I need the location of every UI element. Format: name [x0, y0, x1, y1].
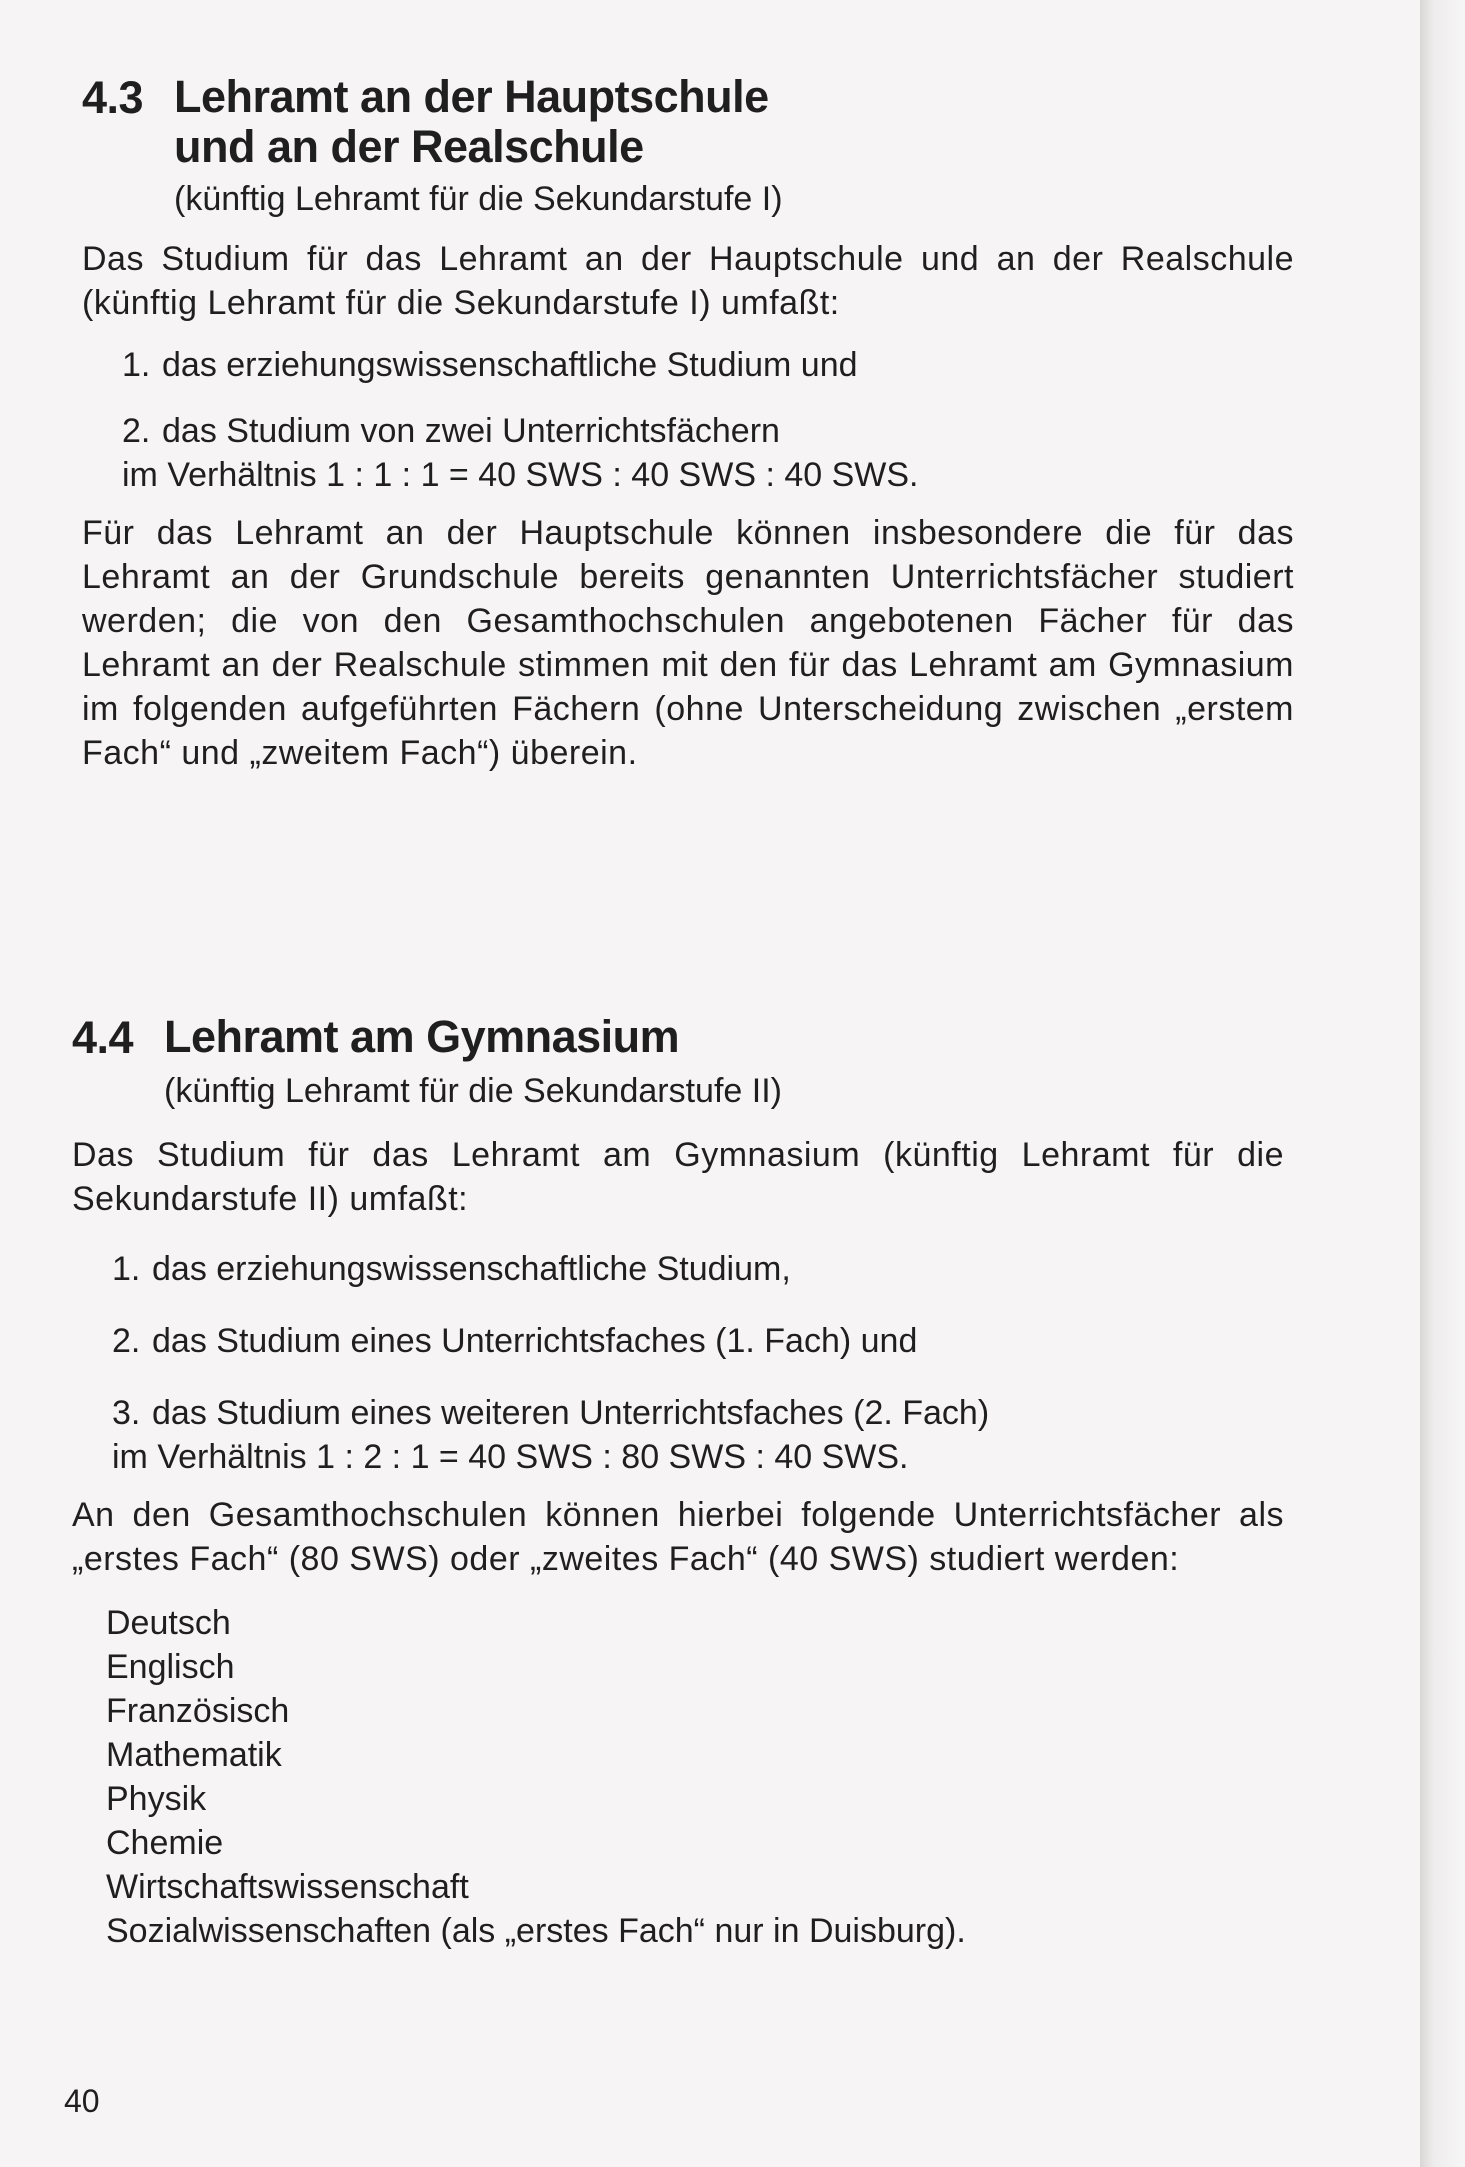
subject-item: Deutsch	[106, 1604, 231, 1642]
list-item	[112, 1391, 1284, 1435]
section-4-4	[72, 1012, 1284, 1953]
list-item-text: das erziehungswissenschaftliche Studium,	[152, 1250, 791, 1288]
list-item-number: 2.	[122, 412, 151, 450]
section-title-line1: Lehramt an der Hauptschule	[174, 71, 769, 122]
section-heading	[82, 72, 1294, 172]
subject-item: Physik	[106, 1780, 207, 1818]
body-paragraph: An den Gesamthochschulen können hierbei folgende Unterrichtsfächer als „erstes Fach“ (80 SWS) oder „zweites Fach“ (40 SWS) studiert werden:	[72, 1496, 1284, 1578]
intro-paragraph: Das Studium für das Lehramt am Gymnasium (künftig Lehramt für die Sekundarstufe II) umfaßt:	[72, 1136, 1284, 1218]
section-subtitle: (künftig Lehramt für die Sekundarstufe I)	[174, 180, 783, 218]
list-item-text: das Studium eines Unterrichtsfaches (1. Fach) und	[152, 1322, 918, 1360]
section-4-3	[82, 72, 1294, 775]
list-item-number: 1.	[112, 1250, 141, 1288]
list-item	[122, 409, 1294, 453]
section-title: Lehramt am Gymnasium	[164, 1011, 680, 1062]
page-edge-shadow	[1420, 0, 1465, 2167]
list-item	[112, 1247, 1284, 1291]
subject-list	[72, 1601, 1284, 1953]
page-number: 40	[64, 2083, 100, 2119]
list-item-number: 1.	[122, 346, 151, 384]
ratio-line: im Verhältnis 1 : 1 : 1 = 40 SWS : 40 SWS : 40 SWS.	[122, 456, 919, 494]
list-item	[112, 1319, 1284, 1363]
intro-paragraph: Das Studium für das Lehramt an der Hauptschule und an der Realschule (künftig Lehramt für die Sekundarstufe I) umfaßt:	[82, 240, 1294, 322]
subject-item: Französisch	[106, 1692, 290, 1730]
section-subtitle: (künftig Lehramt für die Sekundarstufe II)	[164, 1072, 782, 1110]
subject-item: Englisch	[106, 1648, 235, 1686]
subject-item: Sozialwissenschaften (als „erstes Fach“ nur in Duisburg).	[106, 1912, 966, 1950]
section-number: 4.4	[72, 1012, 134, 1063]
list-item-text: das Studium eines weiteren Unterrichtsfaches (2. Fach)	[152, 1394, 990, 1432]
list-item-number: 2.	[112, 1322, 141, 1360]
body-paragraph: Für das Lehramt an der Hauptschule können insbesondere die für das Lehramt an der Grundschule bereits genannten Unterrichtsfächer studiert werden; die von den Gesamthochschulen angebotenen Fächer für das Lehramt an der Realschule stimmen mit den für das Lehramt am Gymnasium im folgenden aufgeführten Fächern (ohne Unterscheidung zwischen „erstem Fach“ und „zweitem Fach“) überein.	[82, 514, 1294, 772]
list-item-number: 3.	[112, 1394, 141, 1432]
list-item-text: das Studium von zwei Unterrichtsfächern	[162, 412, 780, 450]
subject-item: Wirtschaftswissenschaft	[106, 1868, 469, 1906]
ratio-line: im Verhältnis 1 : 2 : 1 = 40 SWS : 80 SWS : 40 SWS.	[112, 1438, 909, 1476]
subject-item: Mathematik	[106, 1736, 282, 1774]
list-item-text: das erziehungswissenschaftliche Studium und	[162, 346, 858, 384]
section-title	[174, 72, 769, 172]
section-number: 4.3	[82, 72, 144, 123]
section-title-line2: und an der Realschule	[174, 121, 644, 172]
subject-item: Chemie	[106, 1824, 224, 1862]
section-heading	[72, 1012, 1284, 1064]
list-item	[122, 343, 1294, 387]
